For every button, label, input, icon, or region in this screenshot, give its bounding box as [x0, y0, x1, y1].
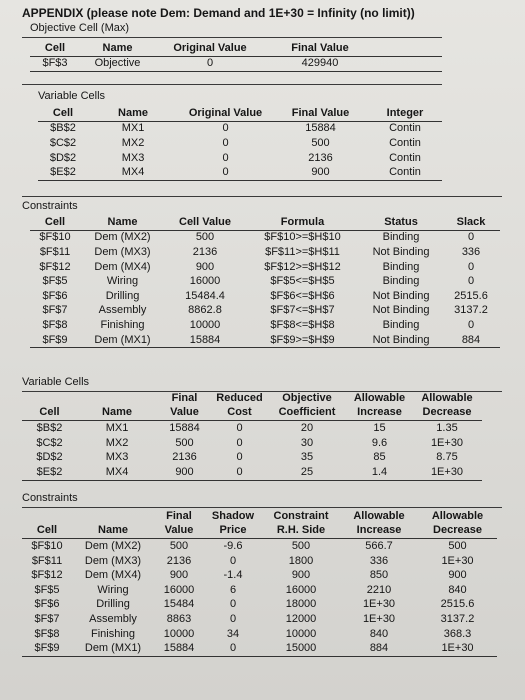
table-header-row-top: [22, 509, 497, 524]
table-row: $D$2 MX3 0 2136 Contin: [49, 151, 421, 164]
sensitivity-variable-cells-label: Variable Cells: [22, 376, 90, 388]
table-header-row: [30, 41, 442, 56]
cell-ref: $F$3: [30, 56, 80, 72]
column-header: Cell: [22, 406, 77, 421]
divider: [22, 196, 502, 197]
column-header: Cell: [30, 41, 80, 56]
table-row: $D$2 MX3 2136 0 35 85 8.75: [36, 451, 458, 464]
sensitivity-variable-table: [22, 391, 482, 481]
table-header-row-top: [22, 391, 482, 406]
table-row: $F$10 Dem (MX2) 500 -9.6 500 566.7 500: [31, 539, 467, 552]
column-header: Value: [154, 524, 204, 539]
divider: [22, 507, 502, 508]
variable-cells-label: Variable Cells: [38, 90, 106, 102]
table-row: $F$5 Wiring 16000 6 16000 2210 840: [34, 583, 467, 596]
cell-value: 0: [155, 56, 265, 72]
column-header: Decrease: [412, 406, 482, 421]
column-header: Final: [171, 391, 198, 404]
table-row: [30, 56, 442, 72]
table-row: $B$2 MX1 15884 0 20 15 1.35: [36, 421, 458, 434]
table-row: $F$8 Finishing 10000 34 10000 840 368.3: [34, 627, 472, 640]
table-row: $F$11 Dem (MX3) 2136 $F$11>=$H$11 Not Binding 336: [39, 245, 481, 258]
table-row: $C$2 MX2 500 0 30 9.6 1E+30: [36, 436, 464, 449]
column-header: Price: [204, 524, 262, 539]
column-header: Cell: [30, 215, 80, 230]
column-header: Objective: [282, 391, 332, 404]
column-header: Original Value: [155, 41, 265, 56]
column-header: Name: [77, 406, 157, 421]
column-header: Name: [88, 106, 178, 121]
column-header: Integer: [368, 106, 442, 121]
column-header: Name: [72, 524, 154, 539]
table-row: $F$6 Drilling 15484.4 $F$6<=$H$6 Not Binding 2515.6: [42, 289, 488, 302]
table-row: $F$5 Wiring 16000 $F$5<=$H$5 Binding 0: [42, 275, 475, 288]
variable-cells-table: [38, 106, 442, 181]
table-row: $F$10 Dem (MX2) 500 $F$10>=$H$10 Binding 0: [39, 231, 475, 244]
column-header: Increase: [340, 524, 418, 539]
table-row: $F$8 Finishing 10000 $F$8<=$H$8 Binding 0: [42, 318, 475, 331]
table-header-row: [38, 106, 442, 121]
column-header: Constraint: [273, 509, 329, 522]
column-header: R.H. Side: [262, 524, 340, 539]
table-row: $B$2 MX1 0 15884 Contin: [50, 122, 421, 135]
column-header: Coefficient: [267, 406, 347, 421]
column-header: Allowable: [421, 391, 473, 404]
table-header-row: [22, 406, 482, 421]
table-row: $F$12 Dem (MX4) 900 $F$12>=$H$12 Binding 0: [39, 260, 475, 273]
column-header: Increase: [347, 406, 412, 421]
column-header: Name: [80, 215, 165, 230]
column-header: Allowable: [353, 391, 406, 404]
objective-section-label: Objective Cell (Max): [30, 22, 130, 34]
constraints-label: Constraints: [22, 200, 78, 212]
cell-value: 429940: [265, 56, 375, 72]
column-header: Final Value: [273, 106, 368, 121]
objective-table: [30, 41, 442, 72]
column-header: Shadow: [211, 509, 255, 522]
constraints-table: [30, 215, 500, 348]
column-header: Slack: [442, 215, 500, 230]
column-header: Name: [80, 41, 155, 56]
column-header: Final Value: [265, 41, 375, 56]
table-header-row: [30, 215, 500, 230]
column-header: Reduced: [216, 391, 263, 404]
table-row: $F$6 Drilling 15484 0 18000 1E+30 2515.6: [34, 598, 475, 611]
column-header: Allowable: [431, 509, 484, 522]
column-header: Formula: [245, 215, 360, 230]
column-header: Cost: [212, 406, 267, 421]
sensitivity-constraints-table: [22, 509, 497, 657]
table-header-row: [22, 524, 497, 539]
table-row: $C$2 MX2 0 500 Contin: [49, 136, 421, 149]
sensitivity-constraints-label: Constraints: [22, 492, 78, 504]
column-header: Cell Value: [165, 215, 245, 230]
table-row: $F$7 Assembly 8863 0 12000 1E+30 3137.2: [34, 612, 475, 625]
table-row: $F$7 Assembly 8862.8 $F$7<=$H$7 Not Binding 3137.2: [42, 304, 488, 317]
column-header: Cell: [22, 524, 72, 539]
column-header: Final: [166, 509, 192, 522]
column-header: Status: [360, 215, 442, 230]
cell-name: Objective: [80, 56, 155, 72]
column-header: Value: [157, 406, 212, 421]
column-header: Cell: [38, 106, 88, 121]
divider: [22, 37, 442, 38]
column-header: Allowable: [353, 509, 405, 522]
table-row: $E$2 MX4 0 900 Contin: [38, 165, 442, 180]
table-row: $F$11 Dem (MX3) 2136 0 1800 336 1E+30: [31, 554, 474, 567]
column-header: Decrease: [418, 524, 497, 539]
table-row: $F$12 Dem (MX4) 900 -1.4 900 850 900: [31, 569, 467, 582]
table-row: $F$9 Dem (MX1) 15884 0 15000 884 1E+30: [22, 641, 497, 656]
table-row: $E$2 MX4 900 0 25 1.4 1E+30: [22, 465, 482, 480]
divider: [22, 84, 442, 85]
appendix-title: APPENDIX (please note Dem: Demand and 1E+30 = Infinity (no limit)): [22, 6, 415, 20]
table-row: $F$9 Dem (MX1) 15884 $F$9>=$H$9 Not Binding 884: [30, 333, 500, 348]
column-header: Original Value: [178, 106, 273, 121]
